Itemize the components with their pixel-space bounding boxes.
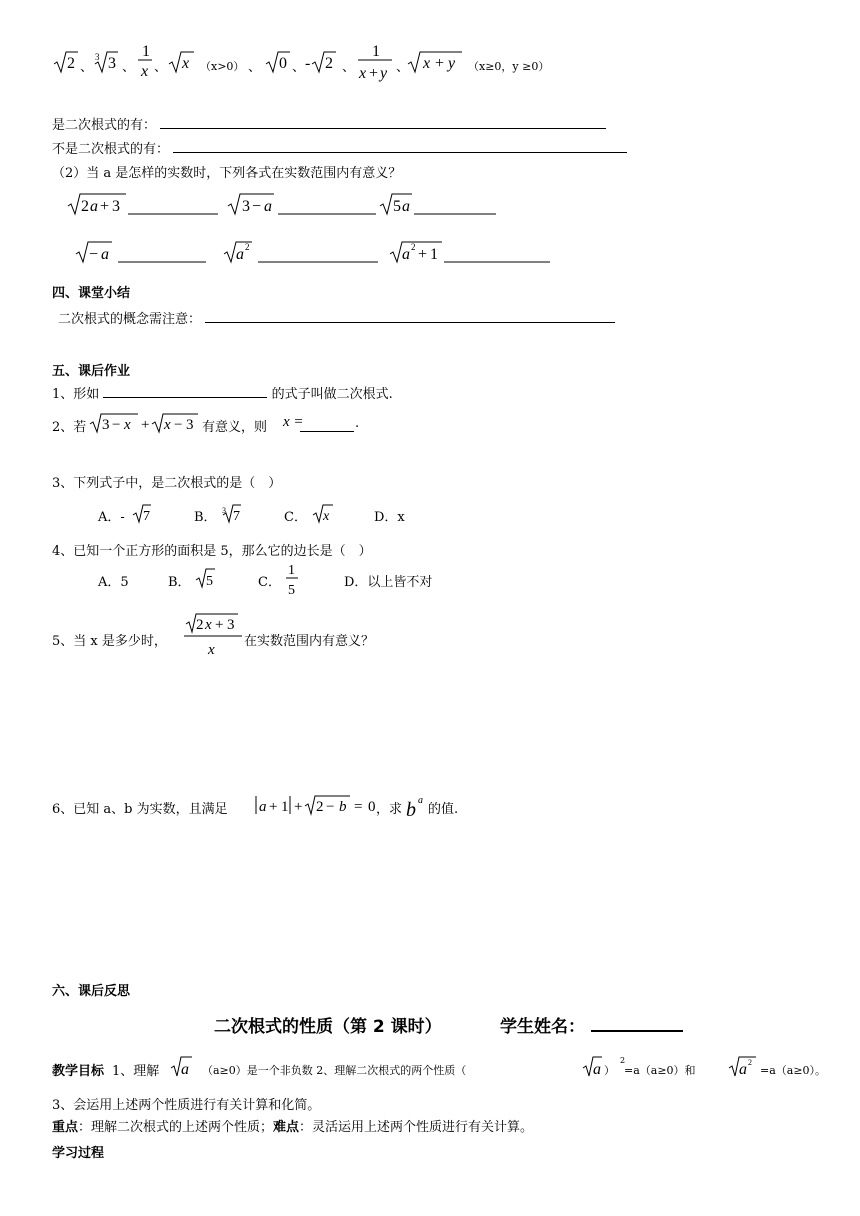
hw-q6-mid: ，求 xyxy=(376,802,403,817)
svg-text:-: - xyxy=(305,55,311,72)
svg-text:2: 2 xyxy=(67,55,75,72)
exponent-2: 2 xyxy=(620,1056,626,1065)
key-text: ：理解二次根式的上述两个性质； xyxy=(78,1120,274,1135)
svg-text:1: 1 xyxy=(142,43,150,60)
student-name-label: 学生姓名： xyxy=(500,1017,585,1037)
svg-text:3: 3 xyxy=(227,617,235,633)
goal-1b: （a≥0）是一个非负数 2、理解二次根式的两个性质（ xyxy=(202,1064,467,1077)
hw-q5-math xyxy=(184,612,244,662)
svg-text:2: 2 xyxy=(748,1058,752,1067)
svg-text:3: 3 xyxy=(186,417,194,433)
separator: 、 xyxy=(396,60,410,75)
hw-q5 xyxy=(52,612,452,662)
option-a[interactable]: A．- xyxy=(98,510,125,525)
lesson-title: 二次根式的性质（第 2 课时） xyxy=(214,1017,442,1037)
goal-1d: =a（a≥0）和 xyxy=(624,1064,696,1077)
option-b-math xyxy=(222,504,246,524)
condition-xy: （x≥0，y ≥0） xyxy=(468,60,550,73)
svg-text:7: 7 xyxy=(233,509,240,524)
svg-text:−: − xyxy=(252,198,262,215)
svg-text:−: − xyxy=(112,417,121,433)
svg-text:−: − xyxy=(89,246,99,263)
svg-text:2: 2 xyxy=(411,242,416,252)
student-name-row xyxy=(500,1012,683,1037)
option-c[interactable]: C． xyxy=(284,510,307,525)
svg-text:a: a xyxy=(402,198,410,215)
not-radical-label: 不是二次根式的有： xyxy=(52,142,170,157)
svg-text:2: 2 xyxy=(325,55,333,72)
svg-text:1: 1 xyxy=(430,246,438,263)
student-name-field[interactable] xyxy=(591,1029,683,1032)
separator: 、 xyxy=(342,60,356,75)
svg-text:+: + xyxy=(435,55,445,72)
hw-q4-options xyxy=(98,560,458,600)
sqrt-a2 xyxy=(728,1056,760,1078)
answer-blank[interactable] xyxy=(173,151,627,153)
svg-text:a: a xyxy=(402,246,410,263)
svg-text:+: + xyxy=(100,198,110,215)
section-4-heading: 四、课堂小结 xyxy=(52,286,131,301)
option-a-math xyxy=(132,504,152,524)
hw-q3-options xyxy=(98,504,438,526)
svg-text:a: a xyxy=(418,795,423,806)
hw-q5-pre: 5、当 x 是多少时， xyxy=(52,634,167,649)
svg-text:+: + xyxy=(294,799,303,815)
hw-q2-math xyxy=(88,412,198,436)
hw-q6-pre: 6、已知 a、b 为实数，且满足 xyxy=(52,802,228,817)
svg-text:x: x xyxy=(423,55,431,72)
process-heading: 学习过程 xyxy=(52,1146,105,1161)
option-a[interactable]: A．5 xyxy=(98,575,129,590)
svg-text:3: 3 xyxy=(95,52,100,62)
svg-text:−: − xyxy=(174,417,183,433)
svg-text:a: a xyxy=(259,799,267,815)
part2-row2 xyxy=(74,238,574,270)
svg-text:3: 3 xyxy=(242,198,250,215)
answer-blank[interactable] xyxy=(205,321,615,323)
svg-text:x: x xyxy=(164,417,171,433)
svg-text:a: a xyxy=(90,198,98,215)
svg-text:5: 5 xyxy=(288,583,295,598)
goal-1e: =a（a≥0）。 xyxy=(760,1064,827,1077)
answer-blank[interactable] xyxy=(160,127,606,129)
sqrt-a xyxy=(170,1056,192,1078)
svg-text:2: 2 xyxy=(316,799,324,815)
svg-text:3: 3 xyxy=(112,198,120,215)
svg-text:a: a xyxy=(264,198,272,215)
key-label: 重点 xyxy=(52,1120,79,1135)
svg-text:a: a xyxy=(236,246,244,263)
svg-text:a: a xyxy=(101,246,109,263)
svg-text:b: b xyxy=(339,799,347,815)
section-5-heading: 五、课后作业 xyxy=(52,364,131,379)
hw-q5-post: 在实数范围内有意义？ xyxy=(244,634,375,649)
goal-1a: 1、理解 xyxy=(112,1064,160,1079)
svg-text:x: x xyxy=(182,55,190,72)
is-radical-row xyxy=(52,114,606,133)
svg-text:=: = xyxy=(354,799,363,815)
option-d[interactable]: D．以上皆不对 xyxy=(344,575,433,590)
is-radical-label: 是二次根式的有： xyxy=(52,118,157,133)
svg-text:5: 5 xyxy=(393,198,401,215)
separator: 、 xyxy=(80,60,94,75)
hw-q6-post: 的值. xyxy=(428,802,459,817)
hw-q1 xyxy=(52,383,393,402)
part2-question: （2）当 a 是怎样的实数时，下列各式在实数范围内有意义？ xyxy=(52,166,402,181)
option-b[interactable]: B． xyxy=(194,510,217,525)
svg-text:3: 3 xyxy=(108,55,116,72)
goal-label: 教学目标 xyxy=(52,1064,105,1079)
separator: 、 xyxy=(248,60,262,75)
separator: 、 xyxy=(122,60,136,75)
svg-text:y: y xyxy=(448,55,456,72)
option-b-math xyxy=(195,568,217,590)
svg-text:+: + xyxy=(369,65,379,82)
hw-q6 xyxy=(52,794,512,824)
sqrt-a-squared xyxy=(582,1056,602,1078)
svg-text:x: x xyxy=(141,63,149,80)
hw-q2-eq: x = xyxy=(283,414,304,430)
svg-text:+: + xyxy=(418,246,428,263)
hw-q2-pre: 2、若 xyxy=(52,420,87,435)
hw-q2-mid: 有意义，则 xyxy=(202,420,268,435)
option-c-math xyxy=(286,560,300,600)
svg-text:0: 0 xyxy=(279,55,287,72)
svg-text:a: a xyxy=(181,1061,189,1078)
answer-blank[interactable] xyxy=(103,396,267,398)
svg-text:0: 0 xyxy=(368,799,376,815)
svg-text:a: a xyxy=(593,1061,601,1078)
svg-text:+: + xyxy=(141,417,150,433)
hw-q1-post: 的式子叫做二次根式. xyxy=(271,387,393,402)
summary-row xyxy=(58,308,615,327)
svg-text:y: y xyxy=(380,65,388,82)
option-d[interactable]: D．x xyxy=(374,510,405,525)
hw-q3: 3、下列式子中，是二次根式的是（ ） xyxy=(52,476,282,491)
svg-text:1: 1 xyxy=(372,43,380,60)
svg-text:x: x xyxy=(208,642,215,658)
hw-q2-end: . xyxy=(355,416,360,431)
svg-text:x: x xyxy=(359,65,367,82)
part2-row1 xyxy=(66,192,546,222)
svg-text:1: 1 xyxy=(288,563,295,578)
svg-text:a: a xyxy=(739,1061,747,1078)
hard-label: 难点 xyxy=(273,1120,300,1135)
svg-text:2: 2 xyxy=(196,617,204,633)
hw-q6-math xyxy=(254,794,384,818)
b-power-a xyxy=(406,794,428,820)
section-6-heading: 六、课后反思 xyxy=(52,984,131,999)
svg-text:7: 7 xyxy=(143,509,150,524)
key-points xyxy=(52,1116,533,1135)
option-c[interactable]: C． xyxy=(258,575,281,590)
summary-label: 二次根式的概念需注意： xyxy=(58,312,202,327)
option-c-math xyxy=(312,504,334,524)
svg-text:x: x xyxy=(124,417,131,433)
condition-x-positive: （x>0） xyxy=(200,60,245,73)
not-radical-row xyxy=(52,138,627,157)
svg-text:1: 1 xyxy=(281,799,289,815)
svg-text:x: x xyxy=(205,617,212,633)
separator: 、 xyxy=(154,60,168,75)
svg-text:b: b xyxy=(406,799,416,821)
svg-text:+: + xyxy=(269,799,278,815)
svg-text:5: 5 xyxy=(206,574,213,589)
svg-text:3: 3 xyxy=(222,506,226,515)
svg-text:−: − xyxy=(326,799,335,815)
goal-3: 3、会运用上述两个性质进行有关计算和化简。 xyxy=(52,1098,321,1113)
separator: 、 xyxy=(292,60,306,75)
hw-q4: 4、已知一个正方形的面积是 5，那么它的边长是（ ） xyxy=(52,544,372,559)
svg-text:x: x xyxy=(323,509,330,524)
hw-q1-pre: 1、形如 xyxy=(52,387,100,402)
hard-text: ：灵活运用上述两个性质进行有关计算。 xyxy=(299,1120,534,1135)
goals-line xyxy=(52,1056,832,1082)
answer-blank[interactable] xyxy=(300,430,354,432)
goal-1c: ） xyxy=(604,1064,615,1077)
svg-text:+: + xyxy=(215,617,224,633)
option-b[interactable]: B． xyxy=(168,575,191,590)
svg-text:2: 2 xyxy=(81,198,89,215)
svg-text:3: 3 xyxy=(102,417,110,433)
svg-text:2: 2 xyxy=(245,242,250,252)
